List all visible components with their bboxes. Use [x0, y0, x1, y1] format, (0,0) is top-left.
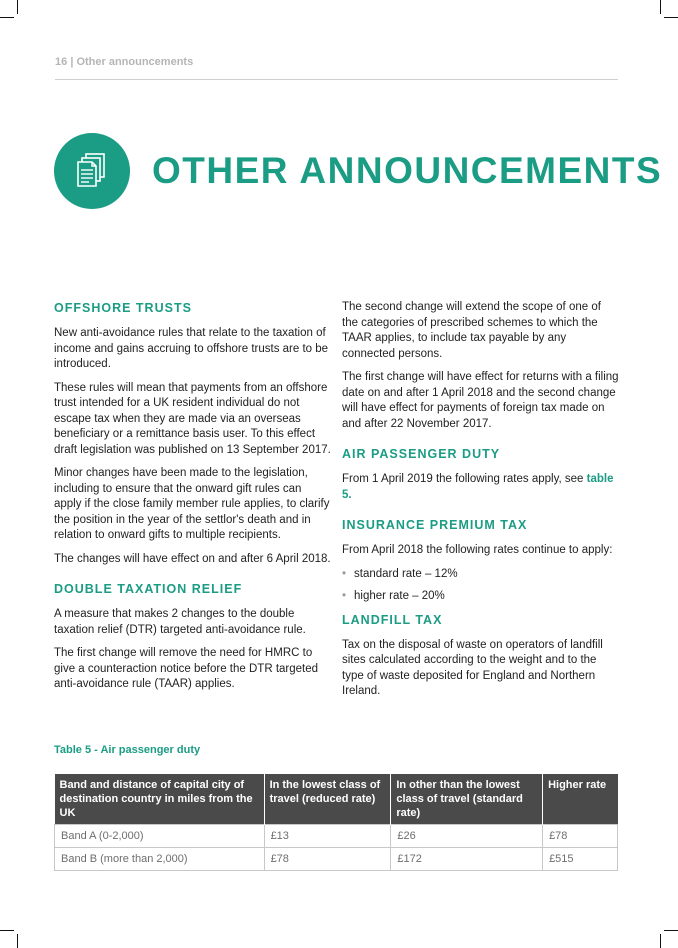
table-cell: £515: [543, 848, 618, 871]
crop-mark: [660, 0, 661, 14]
rate-label: higher rate – 20%: [354, 590, 445, 602]
table-5-link[interactable]: table 5.: [342, 473, 614, 501]
landfill-tax-heading: LANDFILL TAX: [342, 612, 443, 627]
table-row: [55, 825, 618, 848]
table-header-row: [55, 774, 618, 825]
table-cell: £78: [264, 848, 391, 871]
header-section: Other announcements: [76, 56, 194, 68]
insurance-premium-tax-heading: INSURANCE PREMIUM TAX: [342, 518, 528, 532]
paragraph: The second change will extend the scope of one of the categories of prescribed schemes to which the TAAR applies, to include tax payable by any connected persons.: [342, 301, 601, 360]
rate-label: standard rate – 12%: [354, 567, 458, 580]
paragraph: The first change will have effect for returns with a filing date on and after 1 April 2018 and the second change will have effect for payments of foreign tax made on and after 22 November 2017.: [342, 371, 619, 430]
column-header: In the lowest class of travel (reduced rate): [264, 774, 391, 825]
paragraph: [342, 472, 620, 503]
header-rule: [55, 79, 618, 80]
list-item: [342, 589, 620, 605]
page-number: 16: [55, 56, 68, 68]
apd-text: From 1 April 2019 the following rates apply, see: [342, 473, 584, 485]
paragraph: The first change will remove the need for HMRC to give a counteraction notice before the DTR targeted anti-avoidance rule (TAAR) applies.: [54, 647, 319, 690]
table-cell: £78: [543, 825, 618, 848]
bullet-icon: •: [342, 590, 347, 602]
crop-mark: [660, 934, 661, 948]
column-header: Band and distance of capital city of destination country in miles from the UK: [55, 774, 265, 825]
double-taxation-heading: DOUBLE TAXATION RELIEF: [54, 582, 243, 596]
paragraph: Minor changes have been made to the legislation, including to ensure that the onward gift rules can apply if the close family member rule applies, to clarify the position in the year of the settlor's death and in relation to onward gifts to multiple recipients.: [54, 467, 330, 541]
paragraph: From April 2018 the following rates continue to apply:: [342, 544, 613, 556]
table-cell: Band A (0-2,000): [55, 825, 265, 848]
paragraph: Tax on the disposal of waste on operators of landfill sites calculated according to the weight and to the type of waste deposited for England and Northern Ireland.: [342, 638, 603, 697]
crop-mark: [0, 930, 14, 931]
crop-mark: [664, 930, 678, 931]
crop-mark: [17, 934, 18, 948]
paragraph: These rules will mean that payments from an offshore trust intended for a UK resident individual do not escape tax when they are made via an overseas beneficiary or a remittance basis user. To this effect draft legislation was published on 13 September 2017.: [54, 381, 331, 456]
table-cell: £13: [264, 825, 391, 848]
column-header: In other than the lowest class of travel (standard rate): [391, 774, 543, 825]
rates-list: [342, 567, 620, 605]
page-header: [55, 56, 193, 68]
table-cell: £26: [391, 825, 543, 848]
right-column: [342, 300, 620, 708]
left-column: [54, 300, 332, 701]
paragraph: A measure that makes 2 changes to the double taxation relief (DTR) targeted anti-avoidance rule.: [54, 608, 306, 636]
table-cell: £172: [391, 848, 543, 871]
table-caption: Table 5 - Air passenger duty: [54, 744, 201, 756]
air-passenger-duty-heading: AIR PASSENGER DUTY: [342, 447, 501, 461]
list-item: [342, 567, 620, 583]
page-title: OTHER ANNOUNCEMENTS: [152, 150, 663, 191]
crop-mark: [0, 17, 14, 18]
paragraph: New anti-avoidance rules that relate to the taxation of income and gains accruing to offshore trusts are to be introduced.: [54, 327, 329, 370]
bullet-icon: •: [342, 567, 347, 580]
table-cell: Band B (more than 2,000): [55, 848, 265, 871]
air-passenger-duty-table: [54, 774, 618, 871]
offshore-trusts-heading: OFFSHORE TRUSTS: [54, 301, 192, 315]
paragraph: The changes will have effect on and after 6 April 2018.: [54, 552, 331, 565]
header-separator: |: [70, 56, 77, 68]
column-header: Higher rate: [543, 774, 618, 825]
table-row: [55, 848, 618, 871]
crop-mark: [664, 17, 678, 18]
crop-mark: [17, 0, 18, 14]
documents-icon: [54, 133, 130, 209]
